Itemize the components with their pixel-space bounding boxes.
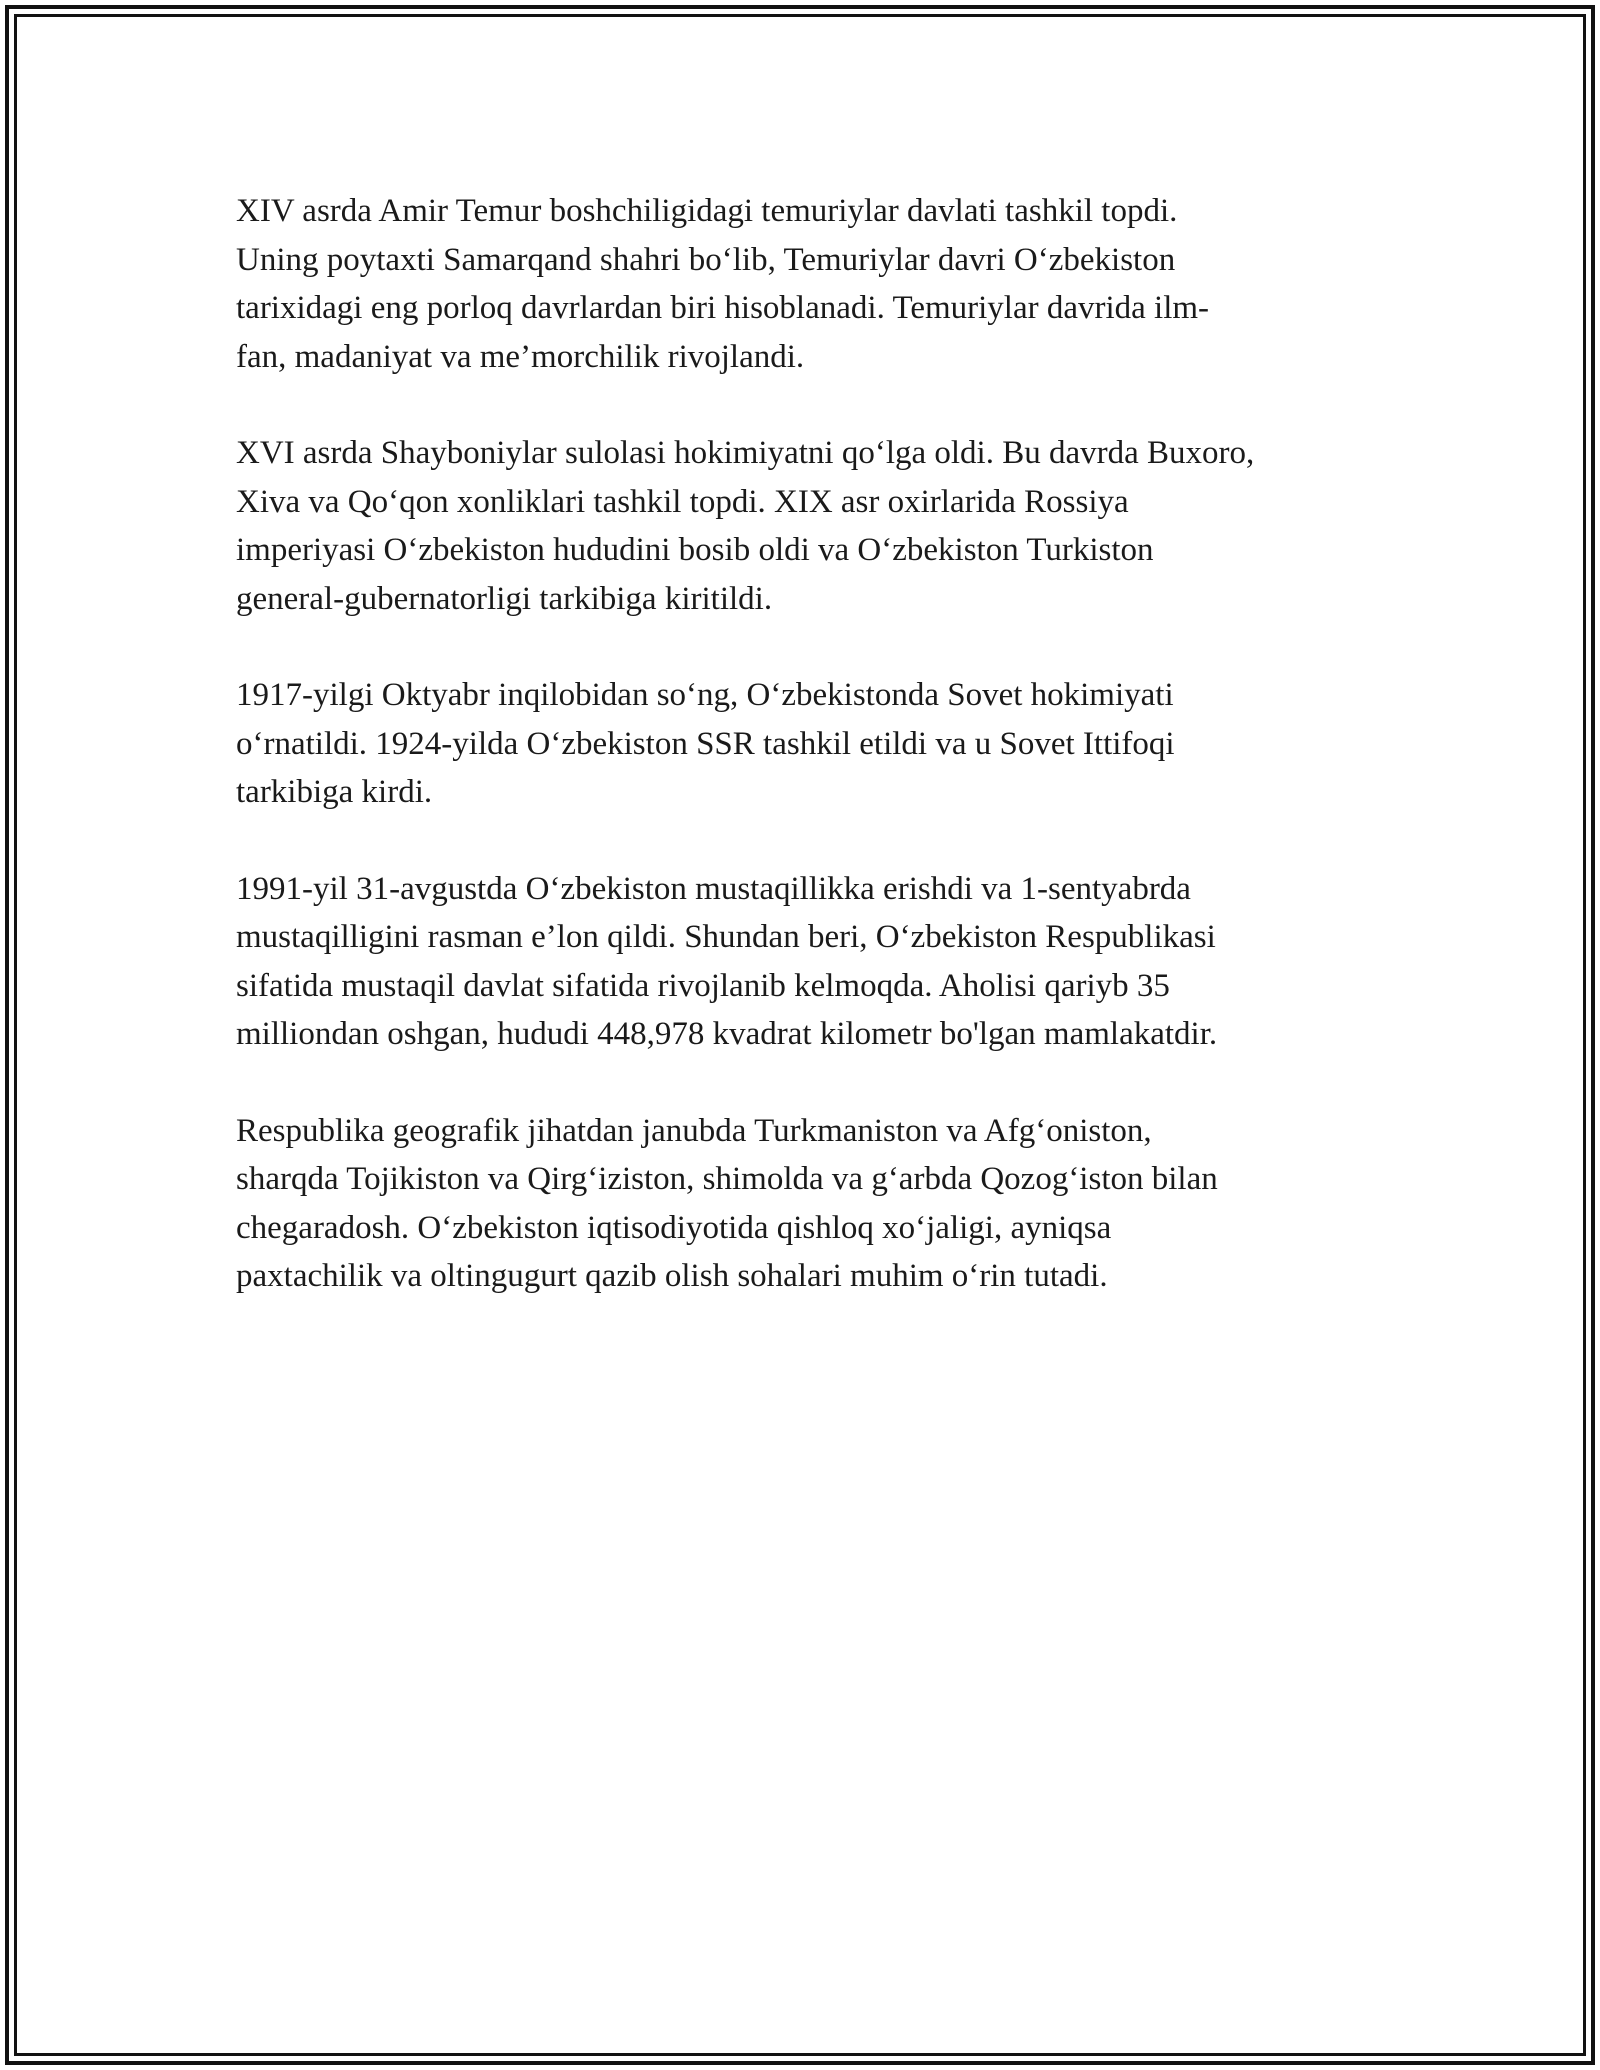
paragraph-temuriylar: XIV asrda Amir Temur boshchiligidagi temuriylar davlati tashkil topdi. Uning poytaxti Samarqand shahri bo‘lib, Temuriylar davri O‘zbekiston tarixidagi eng porloq davrlardan biri hisoblanadi. Temuriylar davrida ilm- fan, madaniyat va me’morchilik rivojlandi.: [236, 193, 1210, 375]
paragraph-geografiya: Respublika geografik jihatdan janubda Turkmaniston va Afg‘oniston, sharqda Tojikiston va Qirg‘iziston, shimolda va g‘arbda Qozog‘iston bilan chegaradosh. O‘zbekiston iqtisodiyotida qishloq xo‘jaligi, ayniqsa paxtachilik va oltingugurt qazib olish sohalari muhim o‘rin tutadi.: [236, 1112, 1218, 1294]
paragraph-mustaqillik: 1991-yil 31-avgustda O‘zbekiston mustaqillikka erishdi va 1-sentyabrda mustaqilligini rasman e’lon qildi. Shundan beri, O‘zbekiston Respublikasi sifatida mustaqil davlat sifatida rivojlanib kelmoqda. Aholisi qariyb 35 milliondan oshgan, hududi 448,978 kvadrat kilometr bo'lgan mamlakatdir.: [236, 870, 1218, 1052]
paragraph-shayboniylar: XVI asrda Shayboniylar sulolasi hokimiyatni qo‘lga oldi. Bu davrda Buxoro, Xiva va Qo‘qon xonliklari tashkil topdi. XIX asr oxirlarida Rossiya imperiyasi O‘zbekiston hududini bosib oldi va O‘zbekiston Turkiston general-gubernatorligi tarkibiga kiritildi.: [236, 435, 1255, 617]
document-body: [236, 187, 1386, 1349]
paragraph-sovet-davri: 1917-yilgi Oktyabr inqilobidan so‘ng, O‘zbekistonda Sovet hokimiyati o‘rnatildi. 1924-yilda O‘zbekiston SSR tashkil etildi va u Sovet Ittifoqi tarkibiga kirdi.: [236, 677, 1175, 810]
